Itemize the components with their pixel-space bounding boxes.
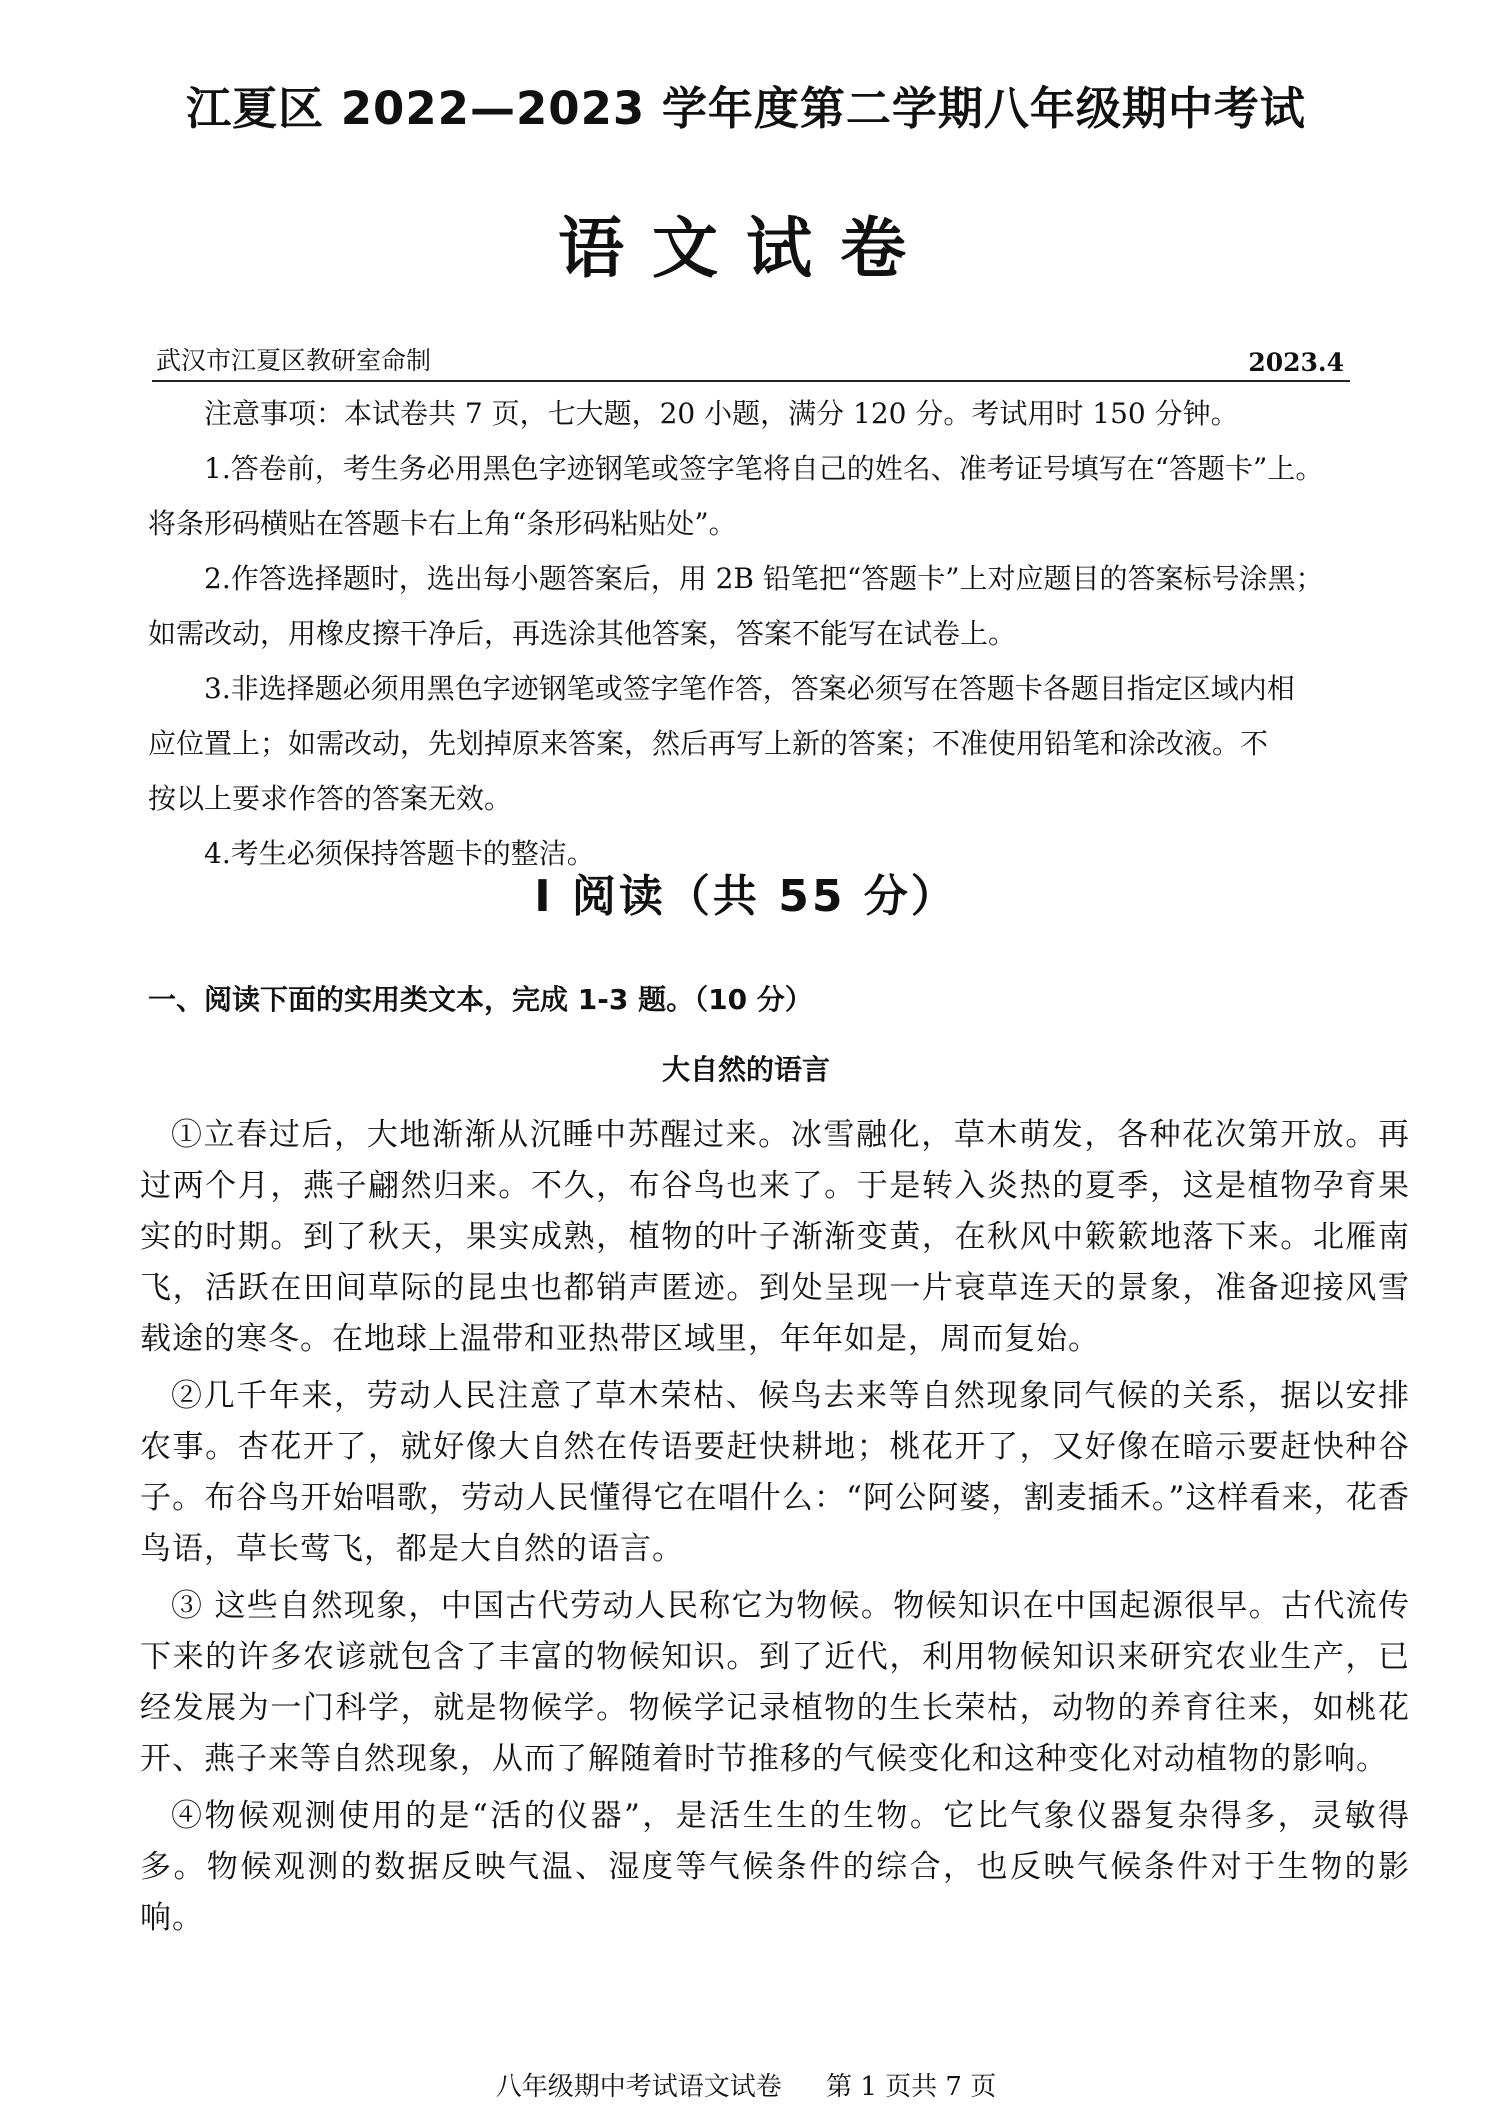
instruction-1: 1.答卷前，考生务必用黑色字迹钢笔或签字笔将自己的姓名、准考证号填写在“答题卡”上。 <box>204 452 1324 485</box>
footer-paper-name: 八年级期中考试语文试卷 <box>495 2072 782 2102</box>
exam-instructions <box>148 386 1368 881</box>
instruction-3-cont-2: 按以上要求作答的答案无效。 <box>148 782 513 815</box>
section-title: I 阅读（共 55 分） <box>534 871 958 922</box>
article-paragraph: ③ 这些自然现象，中国古代劳动人民称它为物候。物候知识在中国起源很早。古代流传下来的许多农谚就包含了丰富的物候知识。到了近代，利用物候知识来研究农业生产，已经发展为一门科学，就是物候学。物候学记录植物的生长荣枯，动物的养育往来，如桃花开、燕子来等自然现象，从而了解随着时节推移的气候变化和这种变化对动植物的影响。 <box>140 1588 1410 1777</box>
footer-page-number: 第 1 页共 7 页 <box>826 2072 997 2102</box>
article-body <box>140 1110 1410 1950</box>
page-footer <box>0 2066 1492 2103</box>
issuer-line <box>152 346 1350 382</box>
paper-title: 语文试卷 <box>558 210 934 287</box>
instruction-4: 4.考生必须保持答题卡的整洁。 <box>204 837 595 870</box>
issuer-text: 武汉市江夏区教研室命制 <box>156 346 432 375</box>
article-paragraph: ②几千年来，劳动人民注意了草木荣枯、候鸟去来等自然现象同气候的关系，据以安排农事。杏花开了，就好像大自然在传语要赶快耕地；桃花开了，又好像在暗示要赶快种谷子。布谷鸟开始唱歌，劳动人民懂得它在唱什么：“阿公阿婆，割麦插禾。”这样看来，花香鸟语，草长莺飞，都是大自然的语言。 <box>140 1378 1410 1567</box>
instruction-3: 3.非选择题必须用黑色字迹钢笔或签字笔作答，答案必须写在答题卡各题目指定区域内相 <box>204 672 1295 705</box>
instruction-2-cont: 如需改动，用橡皮擦干净后，再选涂其他答案，答案不能写在试卷上。 <box>148 617 1017 650</box>
article-title: 大自然的语言 <box>661 1053 830 1086</box>
exam-title: 江夏区 2022—2023 学年度第二学期八年级期中考试 <box>186 82 1306 135</box>
exam-date: 2023.4 <box>1248 348 1344 377</box>
instruction-1-cont: 将条形码横贴在答题卡右上角“条形码粘贴处”。 <box>148 507 737 540</box>
question-heading: 一、阅读下面的实用类文本，完成 1-3 题。（10 分） <box>148 983 813 1016</box>
article-paragraph: ④物候观测使用的是“活的仪器”，是活生生的生物。它比气象仪器复杂得多，灵敏得多。物候观测的数据反映气温、湿度等气候条件的综合，也反映气候条件对于生物的影响。 <box>140 1798 1410 1936</box>
instruction-2: 2.作答选择题时，选出每小题答案后，用 2B 铅笔把“答题卡”上对应题目的答案标号涂黑； <box>204 562 1324 595</box>
instruction-3-cont: 应位置上；如需改动，先划掉原来答案，然后再写上新的答案；不准使用铅笔和涂改液。不 <box>148 727 1269 760</box>
article-paragraph: ①立春过后，大地渐渐从沉睡中苏醒过来。冰雪融化，草木萌发，各种花次第开放。再过两个月，燕子翩然归来。不久，布谷鸟也来了。于是转入炎热的夏季，这是植物孕育果实的时期。到了秋天，果实成熟，植物的叶子渐渐变黄，在秋风中簌簌地落下来。北雁南飞，活跃在田间草际的昆虫也都销声匿迹。到处呈现一片衰草连天的景象，准备迎接风雪载途的寒冬。在地球上温带和亚热带区域里，年年如是，周而复始。 <box>140 1117 1410 1357</box>
instructions-intro: 注意事项：本试卷共 7 页，七大题，20 小题，满分 120 分。考试用时 150 分钟。 <box>204 397 1239 430</box>
